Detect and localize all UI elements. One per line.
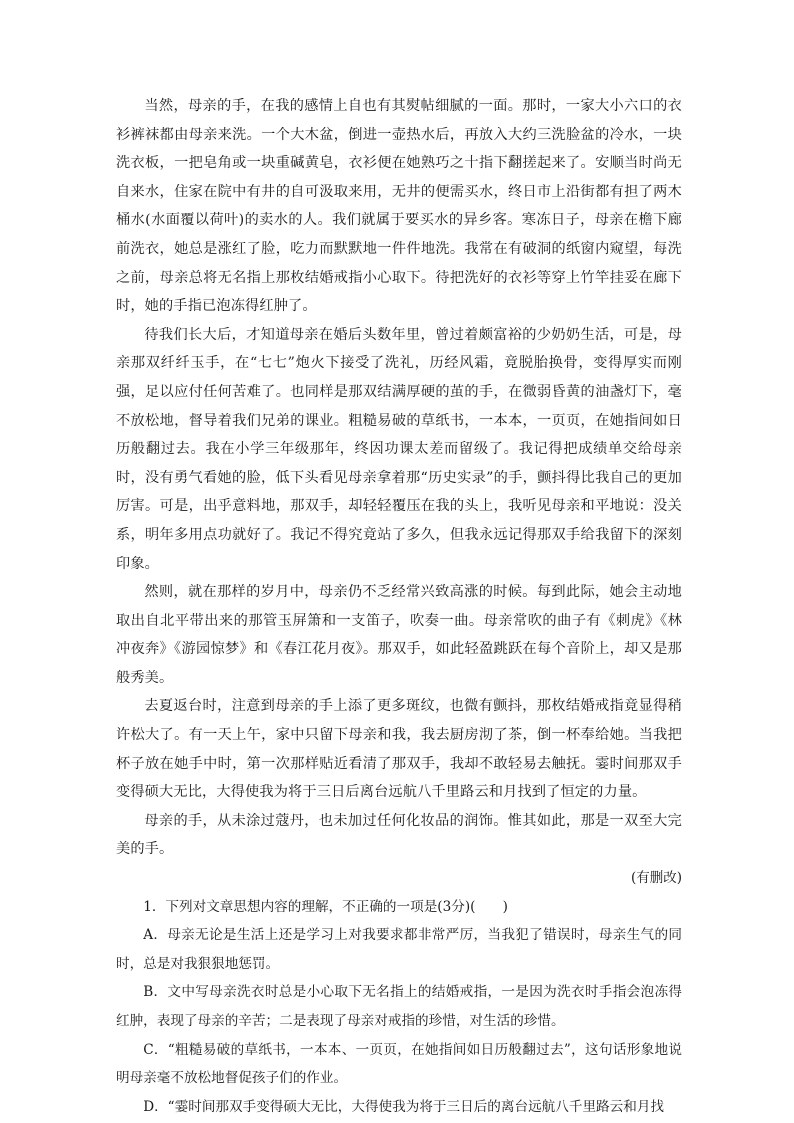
option-c: C．“粗糙易破的草纸书，一本本、一页页，在她指间如日历般翻过去”，这句话形象地说明母亲毫不放松地督促孩子们的作业。 [116, 1041, 682, 1087]
article-paragraph-3: 然则，就在那样的岁月中，母亲仍不乏经常兴致高涨的时候。每到此际，她会主动地取出自北平带出来的那管玉屏箫和一支笛子，吹奏一曲。母亲常吹的曲子有《刺虎》《林冲夜奔》《游园惊梦》和《春江花月夜》。那双手，如此轻盈跳跃在每个音阶上，却又是那般秀美。 [116, 584, 682, 686]
document-page [116, 92, 682, 1121]
article-paragraph-5: 母亲的手，从未涂过蔻丹，也未加过任何化妆品的润饰。惟其如此，那是一双至大完美的手。 [116, 812, 682, 858]
article-paragraph-2: 待我们长大后，才知道母亲在婚后头数年里，曾过着颇富裕的少奶奶生活，可是，母亲那双纤纤玉手，在“七七”炮火下接受了洗礼，历经风霜，竟脱胎换骨，变得厚实而刚强，足以应付任何苦难了。也同样是那双结满厚硬的茧的手，在微弱昏黄的油盏灯下，毫不放松地，督导着我们兄弟的课业。粗糙易破的草纸书，一本本，一页页，在她指间如日历般翻过去。我在小学三年级那年，终因功课太差而留级了。我记得把成绩单交给母亲时，没有勇气看她的脸，低下头看见母亲拿着那“历史实录”的手，颤抖得比我自己的更加厉害。可是，出乎意料地，那双手，却轻轻覆压在我的头上，我听见母亲和平地说：没关系，明年多用点功就好了。我记不得究竟站了多久，但我永远记得那双手给我留下的深刻印象。 [116, 326, 682, 572]
question-stem: 1．下列对文章思想内容的理解，不正确的一项是(3分)( ) [143, 898, 508, 915]
option-d: D．“霎时间那双手变得硕大无比，大得使我为将于三日后的离台远航八千里路云和月找 [143, 1098, 665, 1115]
article-paragraph-1: 当然，母亲的手，在我的感情上自也有其熨帖细腻的一面。那时，一家大小六口的衣衫裤袜都由母亲来洗。一个大木盆，倒进一壶热水后，再放入大约三洗脸盆的冷水，一块洗衣板，一把皂角或一块重碱黄皂，衣衫便在她熟巧之十指下翻搓起来了。安顺当时尚无自来水，住家在院中有井的自可汲取来用，无井的便需买水，终日市上沿街都有担了两木桶水(水面覆以荷叶)的卖水的人。我们就属于要买水的异乡客。寒冻日子，母亲在檐下廊前洗衣，她总是涨红了脸，吃力而默默地一件件地洗。我常在有破洞的纸窗内窥望，每洗之前，母亲总将无名指上那枚结婚戒指小心取下。待把洗好的衣衫等穿上竹竿挂妥在廊下时，她的手指已泡冻得红肿了。 [116, 98, 682, 315]
option-a: A．母亲无论是生活上还是学习上对我要求都非常严厉，当我犯了错误时，母亲生气的同时，总是对我狠狠地惩罚。 [116, 927, 682, 972]
option-b: B．文中写母亲洗衣时总是小心取下无名指上的结婚戒指，一是因为洗衣时手指会泡冻得红肿，表现了母亲的辛苦；二是表现了母亲对戒指的珍惜，对生活的珍惜。 [116, 984, 682, 1029]
article-paragraph-4: 去夏返台时，注意到母亲的手上添了更多斑纹，也微有颤抖，那枚结婚戒指竟显得稍许松大了。有一天上午，家中只留下母亲和我，我去厨房沏了茶，倒一杯奉给她。当我把杯子放在她手中时，第一次那样贴近看清了那双手，我却不敢轻易去触抚。霎时间那双手变得硕大无比，大得使我为将于三日后离台远航八千里路云和月找到了恒定的力量。 [116, 698, 682, 801]
source-note: (有删改) [630, 870, 682, 887]
